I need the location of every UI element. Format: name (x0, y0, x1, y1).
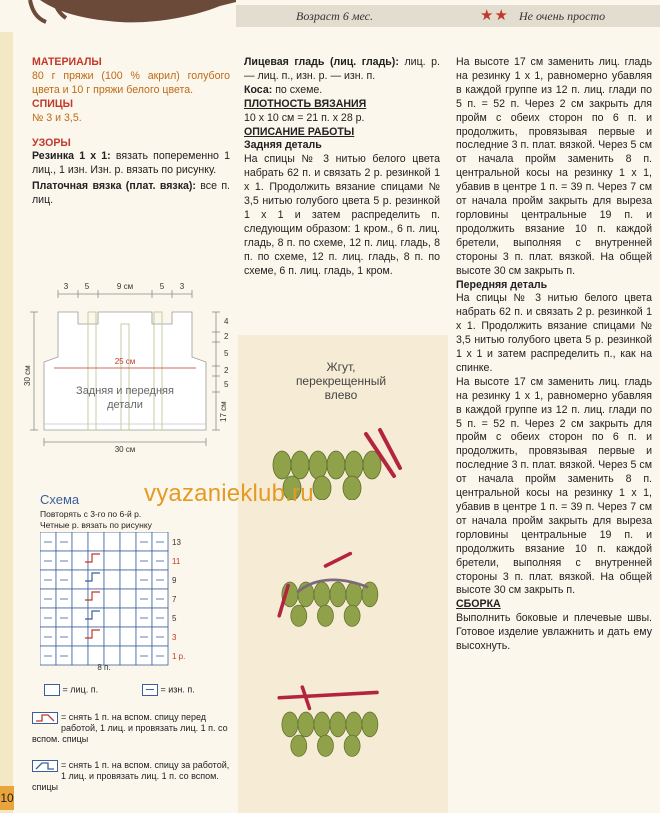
schema-cell (72, 646, 88, 665)
schema-cell (120, 608, 136, 627)
front-text-1: На спицы № 3 нитью белого цвета набрать 62 п. и связать 2 р. резинкой 1 х 1. Продолжить вязание спицами № 3,5 нитью голубого цвета 5 р. резинкой 1 х 1 и затем распределить п., как на спинке. (456, 292, 652, 374)
cable-text: по схеме. (272, 83, 323, 96)
schema-cell (152, 570, 168, 589)
dim-top-1: 3 (63, 282, 69, 291)
legend (32, 682, 232, 802)
garment-diagram (20, 282, 234, 457)
schema-cell (120, 589, 136, 608)
schema-cell (40, 551, 56, 570)
assembly-heading: СБОРКА (456, 598, 501, 611)
schema-cell (56, 589, 72, 608)
needles-heading: СПИЦЫ (32, 97, 73, 110)
illustration-title: Жгут, перекрещенный влево (295, 360, 387, 402)
page-number: 10 (0, 786, 14, 810)
dim-right-height: 17 см (219, 401, 228, 422)
schema-row-5: 5 (172, 614, 177, 623)
cable-step-3-illustration (262, 680, 412, 760)
schema-cell (152, 532, 168, 551)
schema-cell (136, 532, 152, 551)
rib-pattern (32, 150, 230, 178)
schema-cell (40, 570, 56, 589)
schema-cell (104, 589, 120, 608)
schema-note-2: Четные р. вязать по рисунку (40, 520, 152, 530)
back-heading: Задняя деталь (244, 139, 322, 152)
schema-cell (136, 627, 152, 646)
schema-cell (152, 627, 168, 646)
front-heading: Передняя деталь (456, 278, 548, 291)
schema-cell (72, 551, 88, 570)
schema-cell (40, 532, 56, 551)
schema-cell (136, 551, 152, 570)
purl-symbol-icon (142, 684, 158, 696)
schema-cell (152, 551, 168, 570)
schema-cell (40, 589, 56, 608)
schema-cell (120, 627, 136, 646)
schema-row-11: 11 (172, 557, 181, 566)
garter-pattern (32, 180, 230, 208)
schema-cell (120, 570, 136, 589)
dim-right-3: 5 (224, 349, 229, 358)
rib-pattern-name: Резинка 1 х 1: (32, 150, 111, 163)
dim-top-3: 9 см (116, 282, 134, 291)
assembly-text: Выполнить боковые и плечевые швы. Готовое изделие увлажнить и дать ему высохнуть. (456, 612, 652, 653)
schema-cell (72, 589, 88, 608)
column-description (244, 56, 440, 279)
chart-schema (40, 492, 236, 672)
cable-step-2-illustration (262, 550, 412, 630)
decorative-swoosh-icon (0, 0, 236, 32)
schema-cell (104, 570, 120, 589)
schema-title: Схема (40, 492, 80, 507)
stockinette-text: лиц. р. — лиц. п., изн. р. — изн. п. (244, 56, 441, 82)
schema-grid (40, 532, 230, 672)
schema-cell (40, 627, 56, 646)
diagram-label-2: детали (107, 399, 143, 411)
schema-cell (152, 646, 168, 665)
dim-right-2: 2 (224, 332, 229, 341)
cable-name: Коса: (244, 83, 273, 96)
schema-cell (104, 627, 120, 646)
schema-cell (136, 646, 152, 665)
schema-cell (104, 551, 120, 570)
schema-row-1: 1 р. (172, 652, 186, 661)
legend-purl (142, 684, 195, 696)
dim-top-2: 5 (84, 282, 90, 291)
schema-cell (120, 551, 136, 570)
watermark-text: vyazanieklub.ru (144, 480, 314, 507)
schema-cell (104, 608, 120, 627)
schema-cell (56, 551, 72, 570)
difficulty-label: Не очень просто (519, 9, 606, 23)
schema-row-3: 3 (172, 633, 177, 642)
knit-symbol-icon (44, 684, 60, 696)
legend-cable-left (32, 760, 232, 793)
left-margin-strip (0, 32, 13, 813)
rib-pattern-text: вязать попеременно 1 лиц., 1 изн. Изн. р. вязать по рисунку. (32, 150, 230, 177)
density-heading: ПЛОТНОСТЬ ВЯЗАНИЯ (244, 97, 367, 110)
materials-heading: МАТЕРИАЛЫ (32, 56, 102, 68)
schema-cell (56, 646, 72, 665)
schema-cell (56, 608, 72, 627)
stockinette-pattern (244, 56, 440, 84)
legend-cable-right-text: = снять 1 п. на вспом. спицу перед работой, 1 лиц. и провязать лиц. 1 п. со вспом. спицы (32, 712, 228, 744)
front-text-2: На высоте 17 см заменить лиц. гладь на резинку 1 х 1, равномерно убавляя в каждой группе из 12 п. лиц. глади по 5 п. = 52 п. Через 2 см закрыть для пройм с обеих сторон по 6 п. и продолжить, провязывая первые и последние 3 п. плат. вязкой. Через 5 см от начала пройм заменить 8 п. центральной косы на резинку 1 х 1, убавив в центре 1 п. = 39 п. Через 7 см от начала пройм закрыть для выреза горловины центральные 19 п. и продолжить вязание 10 п. каждой бретели, выполняя с внутренней стороны 3 п. плат. вязкой. На общей высоте 30 см закрыть п. (456, 375, 652, 597)
schema-cell (72, 627, 88, 646)
legend-cable-right (32, 712, 232, 745)
age-label: Возраст 6 мес. (296, 9, 373, 23)
schema-cell (72, 532, 88, 551)
schema-cell (120, 532, 136, 551)
cable-right-icon (32, 712, 58, 724)
description-heading: ОПИСАНИЕ РАБОТЫ (244, 125, 355, 138)
legend-cable-left-text: = снять 1 п. на вспом. спицу за работой, 1 лиц. и провязать лиц. 1 п. со вспом. спицы (32, 760, 230, 792)
schema-cell (136, 608, 152, 627)
schema-cell (104, 532, 120, 551)
page-header (0, 0, 660, 32)
dim-left-height: 30 см (23, 365, 32, 386)
schema-cell (120, 646, 136, 665)
materials-text: 80 г пряжи (100 % акрил) голубого цвета и 10 г пряжи белого цвета. (32, 69, 230, 96)
density-text: 10 х 10 см = 21 п. х 28 р. (244, 111, 365, 124)
cable-left-icon (32, 760, 58, 772)
schema-cell (136, 570, 152, 589)
schema-cell (88, 532, 104, 551)
dim-right-1: 4 (224, 317, 229, 326)
schema-cell (56, 627, 72, 646)
needles-text: № 3 и 3,5. (32, 111, 82, 124)
difficulty-stars-icon: ★★ (480, 7, 509, 24)
garter-pattern-text: все п. лиц. (32, 180, 230, 207)
dim-top-5: 3 (179, 282, 185, 291)
stockinette-name: Лицевая гладь (лиц. гладь): (244, 56, 399, 68)
garter-pattern-name: Платочная вязка (плат. вязка): (32, 180, 196, 193)
back-text: На спицы № 3 нитью белого цвета набрать 62 п. и связать 2 р. резинкой 1 х 1. Продолжить вязание спицами № 3,5 нитью голубого цвета 5 р. резинкой 1 х 1 и затем распределить п. следующим образом: 1 кром., 6 п. лиц. гладь, 8 п. по схеме, 12 п. лиц. гладь, 8 п. по схеме, 12 п. лиц. гладь, 8 п. по схеме, 6 п. лиц. гладь, 1 кром. (244, 153, 440, 277)
schema-cell (152, 589, 168, 608)
legend-knit-text: = лиц. п. (62, 684, 99, 695)
column-materials (32, 56, 230, 208)
schema-cell (56, 532, 72, 551)
patterns-heading: УЗОРЫ (32, 136, 71, 149)
dim-bottom-width: 30 см (114, 445, 136, 454)
cable-pattern (244, 84, 440, 98)
schema-row-13: 13 (172, 538, 181, 547)
schema-cell (72, 570, 88, 589)
back-continued-text: На высоте 17 см заменить лиц. гладь на резинку 1 х 1, равномерно убавляя в каждой группе из 12 п. лиц. глади по 5 п. = 52 п. Через 2 см закрыть для пройм с обеих сторон по 6 п. и продолжить, провязывая первые и последние 3 п. плат. вязкой. Через 5 см от начала пройм заменить 8 п. центральной косы на резинку 1 х 1, убавив в центре 1 п. = 39 п. Через 7 см от начала пройм закрыть для выреза горловины центральные 19 п. и продолжить вязание 10 п. каждой бретели, выполняя с внутренней стороны 3 п. плат. вязкой. На общей высоте 30 см закрыть п. (456, 56, 652, 277)
schema-row-7: 7 (172, 595, 177, 604)
schema-cell (152, 608, 168, 627)
schema-cell (40, 608, 56, 627)
schema-cell (40, 646, 56, 665)
dim-inner-width: 25 см (114, 357, 136, 366)
diagram-label-1: Задняя и передняя (76, 385, 174, 397)
dim-top-4: 5 (159, 282, 165, 291)
schema-cell (136, 589, 152, 608)
schema-row-9: 9 (172, 576, 177, 585)
legend-knit (44, 684, 98, 696)
column-front (456, 56, 652, 654)
dim-right-5: 5 (224, 380, 229, 389)
schema-width: 8 п. (97, 663, 111, 672)
schema-note-1: Повторять с 3-го по 6-й р. (40, 509, 142, 519)
schema-cell (72, 608, 88, 627)
legend-purl-text: = изн. п. (160, 684, 195, 695)
schema-cell (56, 570, 72, 589)
dim-right-4: 2 (224, 366, 229, 375)
